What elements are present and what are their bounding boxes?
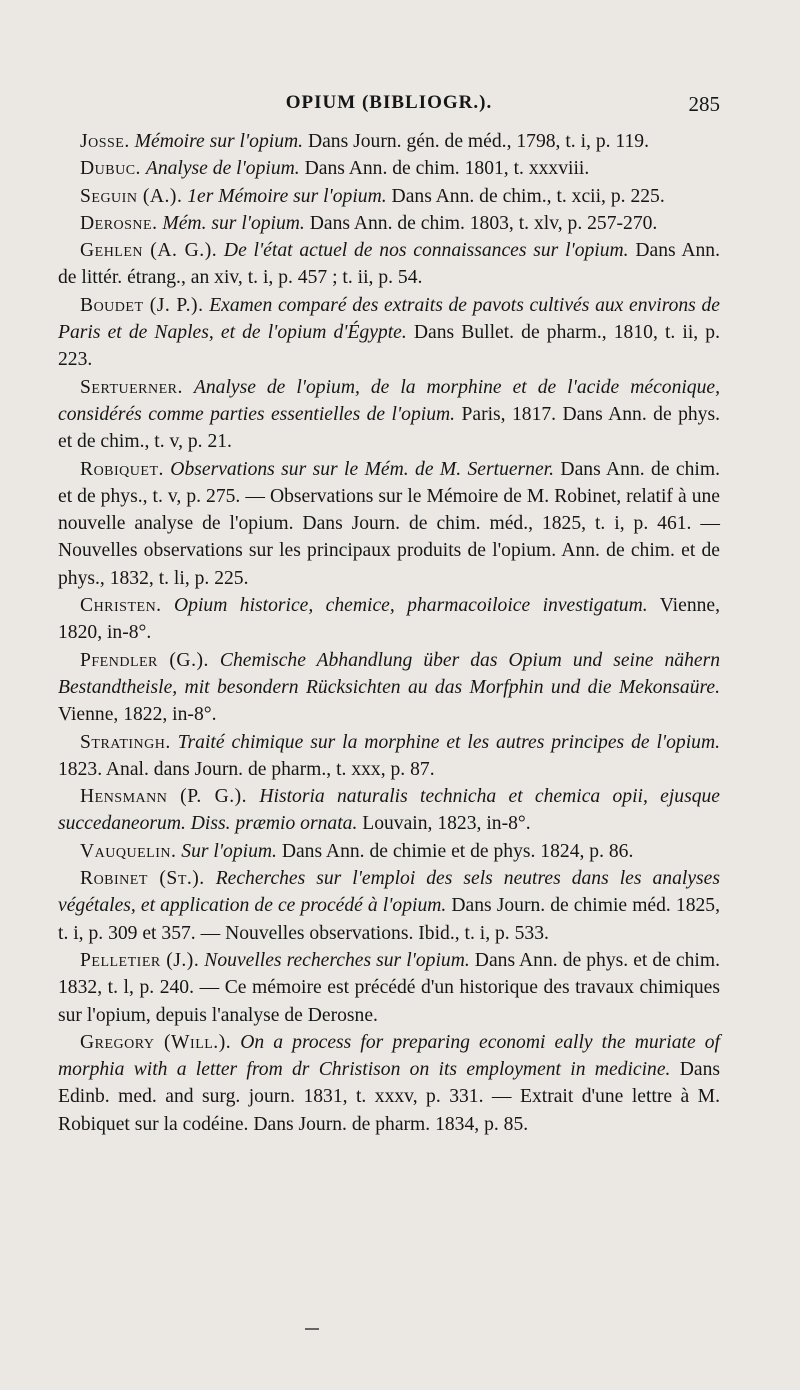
entry-title: Analyse de l'opium. xyxy=(145,158,300,180)
list-item xyxy=(58,729,720,784)
entry-title: Chemische Abhandlung über das Opium und seine nähern Bestandtheisle, mit besondern Rücksichten au das Morfphin und die Mekonsaüre. xyxy=(58,649,720,698)
entry-title: On a process for preparing economi eally the muriate of morphia with a letter from dr Christison on its employment in medicine. xyxy=(58,1031,720,1081)
entry-title: 1er Mémoire sur l'opium. xyxy=(187,185,387,207)
entry-title: Opium historice, chemice, pharmacoiloice investigatum. xyxy=(174,595,648,617)
entry-publication: Dans Bullet. de pharm., 1810, t. ii, p. 223. xyxy=(58,322,721,371)
list-item xyxy=(58,183,720,210)
entry-publication: Dans Ann. de chim. et de phys., t. v, p. 275. — Observations sur le Mémoire de M. Robinet, relatif à une nouvelle analyse de l'opium. Dans Journ. de chim. méd., 1825, t. i, p. 461. — Nouvelles observations sur les principaux produits de l'opium. Ann. de chim. et de phys., 1832, t. li, p. 225. xyxy=(58,458,720,589)
list-item xyxy=(58,947,720,1029)
entry-author: Derosne. xyxy=(80,212,158,234)
entry-title: Historia naturalis technicha et chemica opii, ejusque succedaneorum. Diss. præmio ornata. xyxy=(58,786,720,835)
running-title: OPIUM (BIBLIOGR.). xyxy=(285,92,493,113)
list-item xyxy=(58,592,720,647)
list-item xyxy=(58,865,720,947)
list-item xyxy=(58,292,720,374)
entry-title: De l'état actuel de nos connaissances sur l'opium. xyxy=(223,240,629,262)
entry-author: Robiquet. xyxy=(80,458,164,480)
entry-title: Sur l'opium. xyxy=(181,840,277,862)
entry-author: Pfendler (G.). xyxy=(80,649,209,671)
entry-author: Gehlen (A. G.). xyxy=(80,240,218,262)
entry-publication: Vienne, 1820, in-8°. xyxy=(58,595,721,644)
page-header xyxy=(58,92,720,122)
list-item xyxy=(58,783,720,838)
entry-title: Mémoire sur l'opium. xyxy=(134,131,304,152)
entry-title: Examen comparé des extraits de pavots cultivés aux environs de Paris et de Naples, et de l'opium d'Égypte. xyxy=(58,294,720,344)
entry-publication: 1823. Anal. dans Journ. de pharm., t. xxx, p. 87. xyxy=(58,758,435,780)
entry-title: Observations sur sur le Mém. de M. Sertuerner. xyxy=(170,458,555,480)
entry-author: Josse. xyxy=(80,131,130,152)
entry-publication: Dans Ann. de chimie et de phys. 1824, p. 86. xyxy=(281,840,634,862)
entry-author: Seguin (A.). xyxy=(80,185,183,207)
entry-author: Boudet (J. P.). xyxy=(80,294,204,316)
list-item xyxy=(58,647,720,729)
entry-publication: Dans Ann. de phys. et de chim. 1832, t. l, p. 240. — Ce mémoire est précédé d'un historique des travaux chimiques sur l'opium, depuis l'analyse de Derosne. xyxy=(58,949,721,1026)
entry-title: Traité chimique sur la morphine et les autres principes de l'opium. xyxy=(177,731,720,753)
entry-publication: Dans Journ. de chimie méd. 1825, t. i, p. 309 et 357. — Nouvelles observations. Ibid., t. i, p. 533. xyxy=(58,895,720,944)
entry-publication: Louvain, 1823, in-8°. xyxy=(362,813,531,835)
entry-publication: Dans Ann. de chim., t. xcii, p. 225. xyxy=(391,185,665,207)
entry-publication: Dans Ann. de chim. 1803, t. xlv, p. 257-270. xyxy=(309,212,658,234)
list-item xyxy=(58,456,720,592)
entry-author: Christen. xyxy=(80,595,162,617)
list-item xyxy=(58,1029,720,1138)
entry-title: Nouvelles recherches sur l'opium. xyxy=(204,949,470,971)
list-item xyxy=(58,838,720,865)
entry-title: Analyse de l'opium, de la morphine et de l'acide méconique, considérés comme parties essentielles de l'opium. xyxy=(58,376,720,425)
page-number: 285 xyxy=(688,92,720,116)
entry-author: Sertuerner. xyxy=(80,376,183,398)
list-item xyxy=(58,155,720,182)
list-item xyxy=(58,128,720,155)
entry-publication: Paris, 1817. Dans Ann. de phys. et de chim., t. v, p. 21. xyxy=(58,403,720,453)
entry-title: Recherches sur l'emploi des sels neutres dans les analyses végétales, et application de ce procédé à l'opium. xyxy=(58,868,720,917)
entry-author: Robinet (St.). xyxy=(80,868,205,890)
list-item xyxy=(58,237,720,292)
footer-mark xyxy=(305,1328,319,1330)
entry-publication: Dans Ann. de chim. 1801, t. xxxviii. xyxy=(304,158,590,180)
entry-author: Vauquelin. xyxy=(80,840,177,862)
entry-author: Stratingh. xyxy=(80,731,171,753)
entry-author: Gregory (Will.). xyxy=(80,1031,232,1053)
entry-publication: Dans Edinb. med. and surg. journ. 1831, t. xxxv, p. 331. — Extrait d'une lettre à M. Robiquet sur la codéine. Dans Journ. de pharm. 1834, p. 85. xyxy=(58,1059,721,1135)
entry-publication: Dans Ann. de littér. étrang., an xiv, t. i, p. 457 ; t. ii, p. 54. xyxy=(58,240,720,289)
entry-author: Hensmann (P. G.). xyxy=(80,786,248,808)
bibliography-list xyxy=(58,128,720,1138)
list-item xyxy=(58,210,720,237)
entry-author: Pelletier (J.). xyxy=(80,949,200,971)
list-item xyxy=(58,374,720,456)
entry-publication: Dans Journ. gén. de méd., 1798, t. i, p. 119. xyxy=(307,131,649,152)
entry-publication: Vienne, 1822, in-8°. xyxy=(58,704,217,726)
entry-author: Dubuc. xyxy=(80,158,141,180)
entry-title: Mém. sur l'opium. xyxy=(162,212,305,234)
